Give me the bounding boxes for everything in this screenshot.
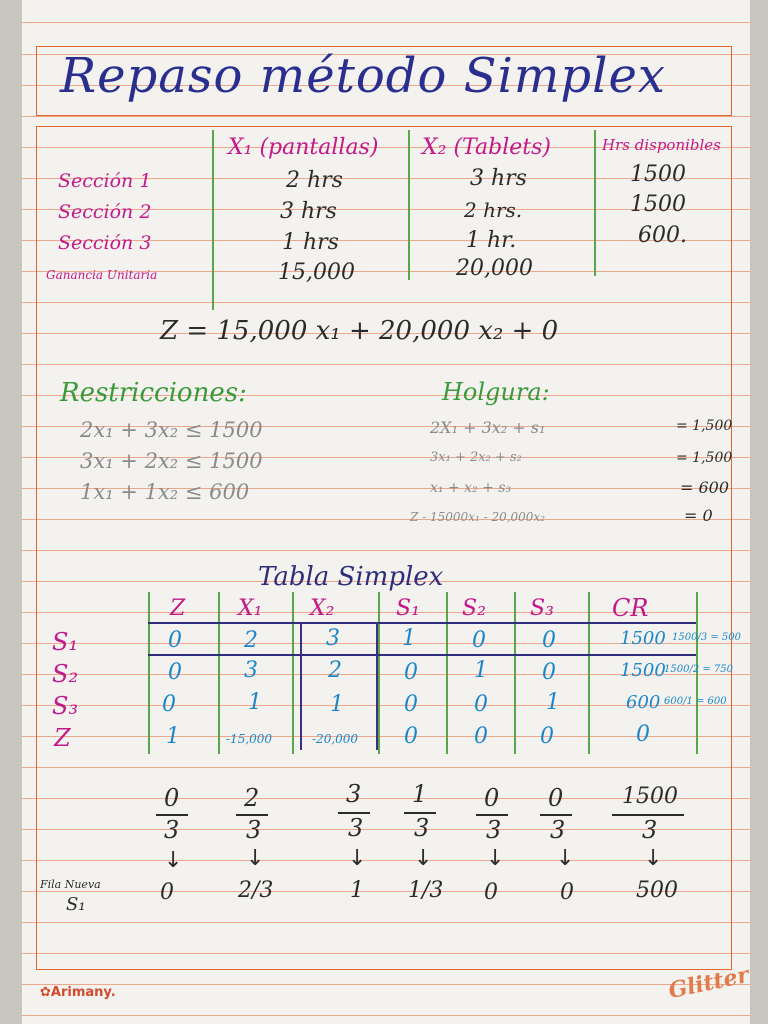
brand-logo-left: ✿Arimany. [40, 985, 116, 1000]
holgura-rhs: = 1,500 [676, 450, 733, 466]
new-row-value: 0 [560, 880, 574, 905]
simplex-cell: 0 [168, 660, 182, 685]
down-arrow-icon: ↓ [486, 846, 505, 871]
row-label: Ganancia Unitaria [46, 268, 158, 282]
simplex-divider [588, 592, 590, 754]
fila-nueva-row: S₁ [66, 894, 86, 915]
denominator: 3 [246, 816, 262, 844]
denominator: 3 [550, 816, 566, 844]
cell-x1: 15,000 [278, 260, 355, 285]
simplex-cell: 0 [542, 660, 556, 685]
simplex-divider [446, 592, 448, 754]
simplex-divider [514, 592, 516, 754]
pivot-column-highlight [300, 622, 302, 750]
simplex-cell: 3 [244, 658, 258, 683]
cell-x2: 20,000 [456, 256, 533, 281]
denominator: 3 [164, 816, 180, 844]
numerator: 0 [484, 784, 500, 812]
simplex-divider [218, 592, 220, 754]
down-arrow-icon: ↓ [644, 846, 663, 871]
denominator: 3 [414, 814, 430, 842]
cell-x1: 1 hrs [282, 230, 339, 255]
denominator: 3 [642, 816, 658, 844]
objective-function: Z = 15,000 x₁ + 20,000 x₂ + 0 [160, 316, 559, 346]
simplex-cell: 1 [248, 690, 262, 715]
brand-left-text: Arimany. [50, 985, 116, 1000]
new-row-value: 1 [350, 878, 364, 903]
holgura-lhs: 2X₁ + 3x₂ + s₁ [430, 418, 546, 437]
restricciones-label: Restricciones: [60, 378, 247, 408]
simplex-cell: 1500 [620, 628, 666, 649]
page-title: Repaso método Simplex [60, 48, 666, 104]
simplex-cell: 0 [542, 628, 556, 653]
restriction: 2x₁ + 3x₂ ≤ 1500 [80, 418, 263, 442]
pivot-column-highlight [376, 622, 378, 750]
row-label: Sección 1 [58, 170, 152, 192]
cell-hrs: 1500 [630, 192, 686, 217]
simplex-cell: 0 [404, 692, 418, 717]
new-row-value: 500 [636, 878, 678, 903]
simplex-header: S₁ [396, 596, 420, 621]
simplex-cell: -15,000 [226, 732, 273, 746]
row-label: Sección 3 [58, 232, 152, 254]
holgura-rhs: = 600 [680, 478, 730, 497]
simplex-cell: 0 [474, 692, 488, 717]
simplex-cell: 1500 [620, 660, 666, 681]
header-x2: X₂ (Tablets) [422, 135, 551, 160]
simplex-cell: 1 [474, 658, 488, 683]
new-row-value: 2/3 [238, 878, 274, 903]
simplex-header: Z [170, 596, 186, 621]
simplex-cell: 2 [244, 628, 258, 653]
restriction: 1x₁ + 1x₂ ≤ 600 [80, 480, 250, 504]
down-arrow-icon: ↓ [414, 846, 433, 871]
simplex-cell: 0 [472, 628, 486, 653]
simplex-cell: 1 [166, 724, 180, 749]
simplex-cell: 0 [168, 628, 182, 653]
down-arrow-icon: ↓ [246, 846, 265, 871]
numerator: 0 [548, 784, 564, 812]
row-label: Sección 2 [58, 201, 152, 223]
new-row-value: 0 [484, 880, 498, 905]
simplex-row-label: Z [54, 724, 71, 752]
cell-x1: 2 hrs [286, 168, 343, 193]
simplex-ratio: 1500/2 = 750 [664, 664, 734, 675]
simplex-header-rule [148, 622, 696, 624]
fila-nueva-label: Fila Nueva [40, 878, 101, 891]
simplex-row-label: S₂ [52, 660, 79, 688]
simplex-cell: 0 [404, 724, 418, 749]
holgura-lhs: x₁ + x₂ + s₃ [430, 480, 512, 496]
numerator: 3 [346, 780, 362, 808]
new-row-value: 1/3 [408, 878, 444, 903]
cell-x2: 2 hrs. [464, 198, 523, 222]
simplex-cell: -20,000 [312, 732, 359, 746]
numerator: 1 [412, 780, 428, 808]
table1-divider [212, 130, 214, 310]
new-row-value: 0 [160, 880, 174, 905]
simplex-cell: 0 [540, 724, 554, 749]
simplex-cell: 600 [626, 692, 661, 713]
down-arrow-icon: ↓ [164, 848, 183, 873]
simplex-cell: 1 [546, 690, 560, 715]
header-hrs: Hrs disponibles [602, 136, 721, 154]
simplex-divider [378, 592, 380, 754]
cell-x2: 3 hrs [470, 166, 527, 191]
simplex-ratio: 1500/3 = 500 [672, 632, 742, 643]
brand-logo-right: Glitter [666, 961, 752, 1005]
simplex-divider [292, 592, 294, 754]
down-arrow-icon: ↓ [556, 846, 575, 871]
simplex-header: S₃ [530, 596, 554, 621]
simplex-cell: 0 [404, 660, 418, 685]
restriction: 3x₁ + 2x₂ ≤ 1500 [80, 449, 263, 473]
cell-hrs: 600. [638, 223, 687, 248]
denominator: 3 [348, 814, 364, 842]
holgura-lhs: 3x₁ + 2x₂ + s₂ [430, 450, 522, 465]
simplex-cell: 3 [326, 626, 340, 651]
simplex-cell: 0 [162, 692, 176, 717]
simplex-row-label: S₁ [52, 628, 79, 656]
holgura-rhs: = 0 [684, 506, 713, 525]
holgura-rhs: = 1,500 [676, 418, 733, 434]
numerator: 0 [164, 784, 180, 812]
numerator: 2 [244, 784, 260, 812]
holgura-label: Holgura: [442, 378, 550, 406]
header-x1: X₁ (pantallas) [228, 135, 379, 160]
cell-hrs: 1500 [630, 162, 686, 187]
pivot-row-highlight [148, 654, 696, 656]
simplex-title: Tabla Simplex [258, 562, 444, 592]
cell-x1: 3 hrs [280, 199, 337, 224]
cell-x2: 1 hr. [466, 228, 517, 253]
simplex-divider [148, 592, 150, 754]
simplex-header: CR [612, 594, 649, 622]
numerator: 1500 [622, 784, 678, 809]
holgura-lhs: Z - 15000x₁ - 20,000x₂ [410, 510, 546, 524]
simplex-cell: 1 [402, 626, 416, 651]
table1-divider [408, 130, 410, 280]
simplex-cell: 0 [474, 724, 488, 749]
simplex-ratio: 600/1 = 600 [664, 696, 727, 707]
simplex-cell: 2 [328, 658, 342, 683]
simplex-header: X₂ [310, 596, 335, 621]
down-arrow-icon: ↓ [348, 846, 367, 871]
table1-divider [594, 130, 596, 276]
simplex-row-label: S₃ [52, 692, 79, 720]
simplex-header: X₁ [238, 596, 263, 621]
denominator: 3 [486, 816, 502, 844]
simplex-cell: 0 [636, 722, 650, 747]
simplex-cell: 1 [330, 692, 344, 717]
simplex-header: S₂ [462, 596, 486, 621]
